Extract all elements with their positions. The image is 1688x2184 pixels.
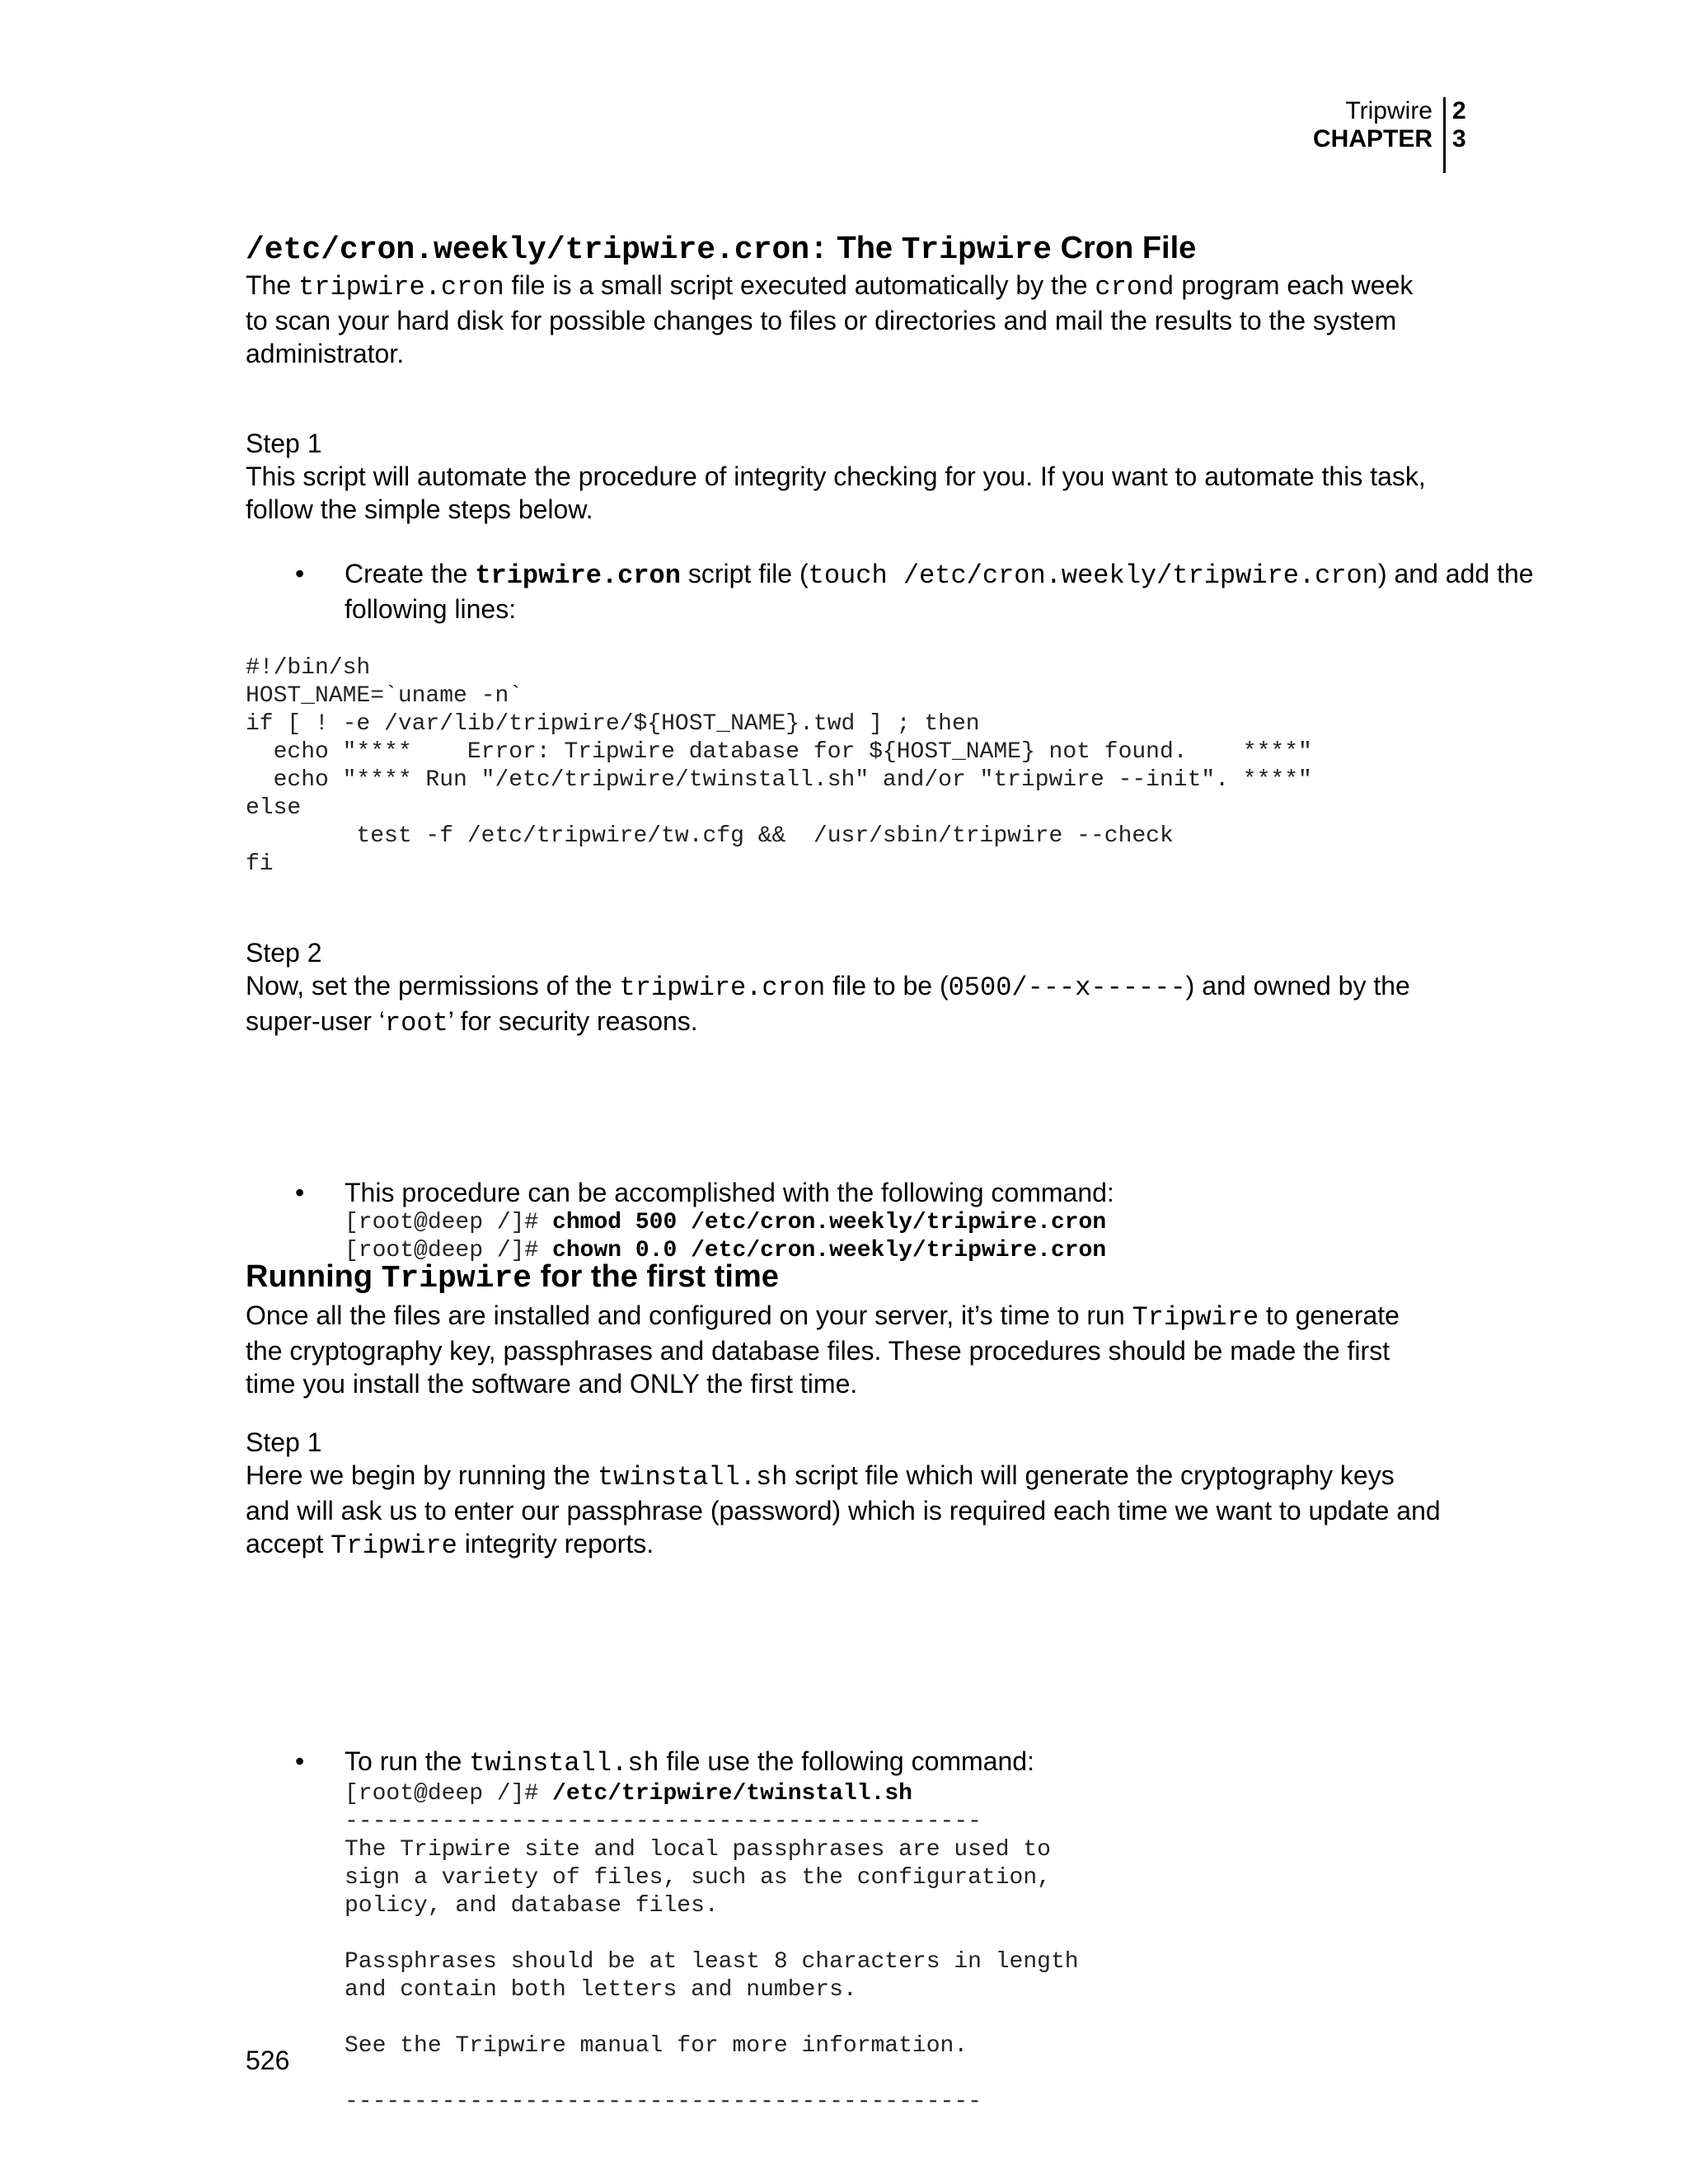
bullet-permissions-command: • This procedure can be accomplished with the following command: [root@deep /]# chmod 500 /etc/cron.weekly/tripwire.cron [root@deep /]# chown 0.0 /etc/cron.weekly/tripwire.cron [246, 1176, 1540, 1265]
cron-script-code: #!/bin/sh HOST_NAME=`uname -n` if [ ! -e /var/lib/tripwire/${HOST_NAME}.twd ] ; then echo "**** Error: Tripwire database for ${HOST_NAME} not found. ****" echo "**** Run "/etc/tripwire/twinstall.sh" and/or "tripwire --init". ****" else test -f /etc/tripwire/tw.cfg && /usr/sbin/tripwire --check fi [246, 655, 1312, 877]
bullet-create-script: • Create the tripwire.cron script file (touch /etc/cron.weekly/tripwire.cron) and add the following lines: [295, 559, 1534, 624]
paragraph-first-run: Once all the files are installed and configured on your server, it’s time to run Tripwire to generate the cryptography key, passphrases and database files. These procedures should be made the first time you install the software and ONLY the first time. [246, 1301, 1400, 1399]
header-chapter-number: 2 3 [1452, 97, 1466, 152]
section-heading-cron-file: /etc/cron.weekly/tripwire.cron: The Tripwire Cron File [246, 231, 1197, 268]
step-label: Step 1 [246, 1427, 322, 1457]
page-number: 526 [246, 2046, 290, 2075]
command-line: [root@deep /]# chown 0.0 /etc/cron.weekly/tripwire.cron [345, 1238, 1107, 1263]
step-text: Now, set the permissions of the tripwire.cron file to be (0500/---x------) and owned by the super-user ‘root’ for security reasons. [246, 971, 1410, 1038]
step-text: Here we begin by running the twinstall.sh script file which will generate the cryptography keys and will ask us to enter our passphrase (password) which is required each time we want to update and accept Tripwire integrity reports. [246, 1460, 1441, 1561]
bullet-icon: • [295, 1746, 305, 1776]
step-text: This script will automate the procedure of integrity checking for you. If you want to automate this task, follow the simple steps below. [246, 462, 1426, 524]
header-chapter-label: CHAPTER [1312, 125, 1432, 152]
bullet-icon: • [295, 1178, 305, 1207]
bullet-icon: • [295, 559, 305, 588]
section-heading-first-run: Running Tripwire for the first time [246, 1259, 779, 1296]
step-label: Step 1 [246, 429, 322, 458]
command-output: ---------------------------------------------- The Tripwire site and local passphrases are used to sign a variety of files, such as the configuration, policy, and database files. Passphrases should be at least 8 characters in length and contain both letters and numbers. See the Tripwire manual for more information. ---------------------------------------------- [345, 1809, 1079, 2115]
paragraph-intro: The tripwire.cron file is a small script executed automatically by the crond program each week to scan your hard disk for possible changes to files or directories and mail the results to the system administrator. [246, 270, 1414, 368]
step-label: Step 2 [246, 938, 322, 968]
header-title: Tripwire [1345, 97, 1432, 124]
header-rule [1443, 97, 1446, 173]
command-line: [root@deep /]# /etc/tripwire/twinstall.sh [345, 1781, 912, 1807]
bullet-run-twinstall: • To run the twinstall.sh file use the following command: [root@deep /]# /etc/tripwire/twinstall.sh ---------------------------------------------- The Tripwire site and local passphrases are used to sign a variety of files, such as the configuration, policy, and database files. Passphrases should be at least 8 characters in length and contain both letters and numbers. See the Tripwire manual for more information. ---------------------------------------------- [246, 1745, 1540, 2116]
command-line: [root@deep /]# chmod 500 /etc/cron.weekly/tripwire.cron [345, 1210, 1107, 1235]
running-header [1312, 97, 1466, 153]
